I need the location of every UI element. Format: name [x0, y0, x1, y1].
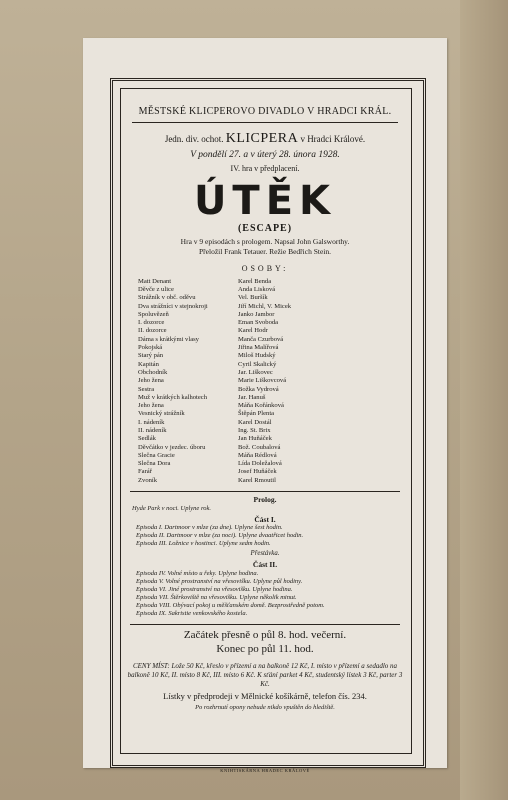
- part2-episodes: [126, 570, 404, 618]
- company-name: KLICPERA: [225, 130, 299, 146]
- cast-row: [138, 344, 404, 352]
- cast-row: [138, 468, 404, 476]
- poster-content: [126, 94, 404, 744]
- cast-role: Sedlák: [138, 435, 156, 443]
- cast-row: [138, 327, 404, 335]
- episode-line: Episoda IX. Sakristie venkovského kostela.: [136, 609, 248, 617]
- prices-label: CENY MÍST:: [132, 662, 170, 671]
- cast-actor: Jiří Michl, V. Micek: [238, 302, 292, 310]
- divider: [130, 624, 400, 625]
- cast-role: Slečna Dora: [138, 460, 171, 468]
- cast-actor: Jar. Liškovec: [238, 368, 273, 376]
- cast-row: [138, 394, 404, 402]
- cast-role: Dáma s krátkými vlasy: [138, 335, 199, 343]
- cast-role: Dva strážníci v stejnokroji: [138, 302, 208, 310]
- cast-row: [138, 444, 404, 452]
- cast-actor: Cyril Skalický: [238, 360, 277, 368]
- cast-role: Zvoník: [138, 476, 158, 484]
- cast-row: [138, 377, 404, 385]
- prices-text: Lože 50 Kč, křeslo v přízemí a na balkoně 12 Kč, I. místo v přízemí a sedadlo na balkoně 10 Kč, II. místo 8 Kč, III. místo 6 Kč. K sťání parket 4 Kč, studentský lístek 3 Kč, parter 3 Kč.: [127, 662, 403, 689]
- part2-heading: Část II.: [252, 560, 278, 570]
- cast-role: Děvče z ulice: [138, 285, 174, 293]
- cast-row: [138, 410, 404, 418]
- cast-row: [138, 352, 404, 360]
- cast-role: Sestra: [138, 385, 155, 393]
- part1-heading: Část I.: [254, 514, 276, 524]
- cast-actor: Jiřina Malířová: [238, 344, 279, 352]
- cast-row: [138, 386, 404, 394]
- cast-role: Pokojská: [138, 344, 163, 352]
- cast-actor: Janko Jambor: [238, 310, 275, 318]
- cast-row: [138, 419, 404, 427]
- part1-episodes: [126, 524, 404, 548]
- cast-actor: Jan Huňáček: [238, 435, 272, 443]
- cast-actor: Marie Liškovcová: [238, 377, 287, 385]
- play-subtitle: (ESCAPE): [237, 222, 293, 234]
- cast-role: II. nádeník: [138, 426, 167, 434]
- divider: [132, 122, 398, 123]
- cast-actor: Vel. Buršík: [238, 294, 268, 302]
- performance-dates: V pondělí 27. a v úterý 28. února 1928.: [190, 149, 340, 160]
- theatre-name: MĚSTSKÉ KLICPEROVO DIVADLO V HRADCI KRÁL.: [138, 106, 392, 117]
- cast-role: Starý pán: [138, 352, 164, 360]
- prolog-text: Hyde Park v noci. Uplyne rok.: [132, 504, 211, 512]
- cast-actor: Štěpán Plenta: [238, 410, 275, 418]
- intermission: Přestávka.: [250, 550, 280, 558]
- episode-line: Episoda VII. Štěrkoviště na vřesovišku. Uplyne několik minut.: [136, 593, 297, 601]
- cast-actor: Karel Dostál: [238, 418, 272, 426]
- cast-row: [138, 336, 404, 344]
- cast-role: Matt Denant: [138, 277, 172, 285]
- cast-actor: Ing. St. Brix: [238, 426, 271, 434]
- cast-actor: Máňa Kořánková: [238, 402, 284, 410]
- cast-role: Kapitán: [138, 360, 159, 368]
- cast-row: [138, 460, 404, 468]
- cast-row: [138, 319, 404, 327]
- episode-line: Episoda IV. Volné místo u řeky. Uplyne hodina.: [136, 569, 259, 577]
- play-title: ÚTĚK: [193, 177, 337, 224]
- company-prefix: Jedn. div. ochot.: [164, 133, 224, 144]
- cast-actor: Karel Hodr: [238, 327, 268, 335]
- cast-row: [138, 369, 404, 377]
- mount-edge: [460, 0, 508, 800]
- cast-actor: Božka Vydrová: [238, 385, 279, 393]
- cast-row: [138, 286, 404, 294]
- start-time: Začátek přesně o půl 8. hod. večerní.: [183, 628, 347, 641]
- cast-role: I. nádeník: [138, 418, 165, 426]
- cast-actor: Manča Czurbová: [238, 335, 284, 343]
- cast-actor: Lída Doležalová: [238, 460, 282, 468]
- cast-actor: Josef Huňáček: [238, 468, 277, 476]
- cast-role: Obchodník: [138, 368, 168, 376]
- play-credits: Přeložil Frank Tetauer. Režie Bedřich Stein.: [198, 246, 331, 256]
- late-notice: Po rozhrnutí opony nebude nikdo vpuštěn do hlediště.: [195, 703, 335, 711]
- episode-line: Episoda VI. Jiné prostranství na vřesovišku. Uplyne hodina.: [136, 585, 293, 593]
- ticket-sales: Lístky v předprodeji v Mělnické košíkárně, telefon čís. 234.: [163, 691, 367, 702]
- subscription-series: IV. hra v předplacení.: [230, 163, 300, 173]
- cast-row: [138, 303, 404, 311]
- episode-line: Episoda V. Volné prostranství na vřesovišku. Uplyne půl hodiny.: [136, 577, 303, 585]
- cast-row: [138, 278, 404, 286]
- cast-role: Děvčátko v jezdec. úboru: [138, 443, 206, 451]
- cast-actor: Máňa Rédlová: [238, 451, 277, 459]
- cast-row: [138, 435, 404, 443]
- cast-actor: Bož. Coubalová: [238, 443, 281, 451]
- cast-role: Strážník v obč. oděvu: [138, 294, 196, 302]
- prolog-heading: Prolog.: [253, 495, 277, 505]
- cast-role: Spoluvězeň: [138, 310, 169, 318]
- cast-actor: Karel Benda: [238, 277, 272, 285]
- cast-role: Slečna Gracie: [138, 451, 175, 459]
- episode-line: Episoda VIII. Obývací pokoj u měšťanském domě. Bezprostředně potom.: [136, 601, 325, 609]
- cast-role: Jeho žena: [138, 377, 164, 385]
- cast-actor: Miloš Hudský: [238, 352, 276, 360]
- cast-row: [138, 311, 404, 319]
- cast-role: Farář: [138, 468, 152, 476]
- cast-actor: Karel Rmoutil: [238, 476, 276, 484]
- episode-line: Episoda II. Dartmoor v mlze (za noci). Uplyne dvaatřicet hodin.: [136, 532, 304, 540]
- cast-row: [138, 294, 404, 302]
- cast-actor: Eman Svoboda: [238, 319, 279, 327]
- ticket-prices: [126, 662, 404, 689]
- cast-role: Jeho žena: [138, 402, 164, 410]
- cast-actor: Anda Lisková: [238, 285, 276, 293]
- printer-credit: KNIHTISKÁRNA HRADEC KRÁLOVÉ: [220, 768, 310, 773]
- company-suffix: v Hradci Králové.: [300, 133, 366, 144]
- episode-line: Episoda I. Dartmoor v mlze (za dne). Uplyne šest hodin.: [136, 524, 283, 532]
- cast-row: [138, 361, 404, 369]
- cast-role: I. dozorce: [138, 319, 165, 327]
- cast-role: II. dozorce: [138, 327, 167, 335]
- cast-row: [138, 452, 404, 460]
- cast-row: [138, 477, 404, 485]
- play-description: Hra v 9 episodách s prologem. Napsal John Galsworthy.: [180, 237, 350, 247]
- cast-row: [138, 427, 404, 435]
- episode-line: Episoda III. Ložnice v hostinci. Uplyne sedm hodin.: [136, 540, 271, 548]
- cast-role: Muž v krátkých kalhotech: [138, 393, 208, 401]
- cast-role: Vesnický strážník: [138, 410, 185, 418]
- divider: [130, 491, 400, 492]
- cast-list: [138, 278, 404, 485]
- company-line: [126, 131, 404, 147]
- cast-actor: Jar. Hanuš: [238, 393, 266, 401]
- cast-heading: OSOBY:: [241, 264, 289, 274]
- end-time: Konec po půl 11. hod.: [216, 643, 314, 656]
